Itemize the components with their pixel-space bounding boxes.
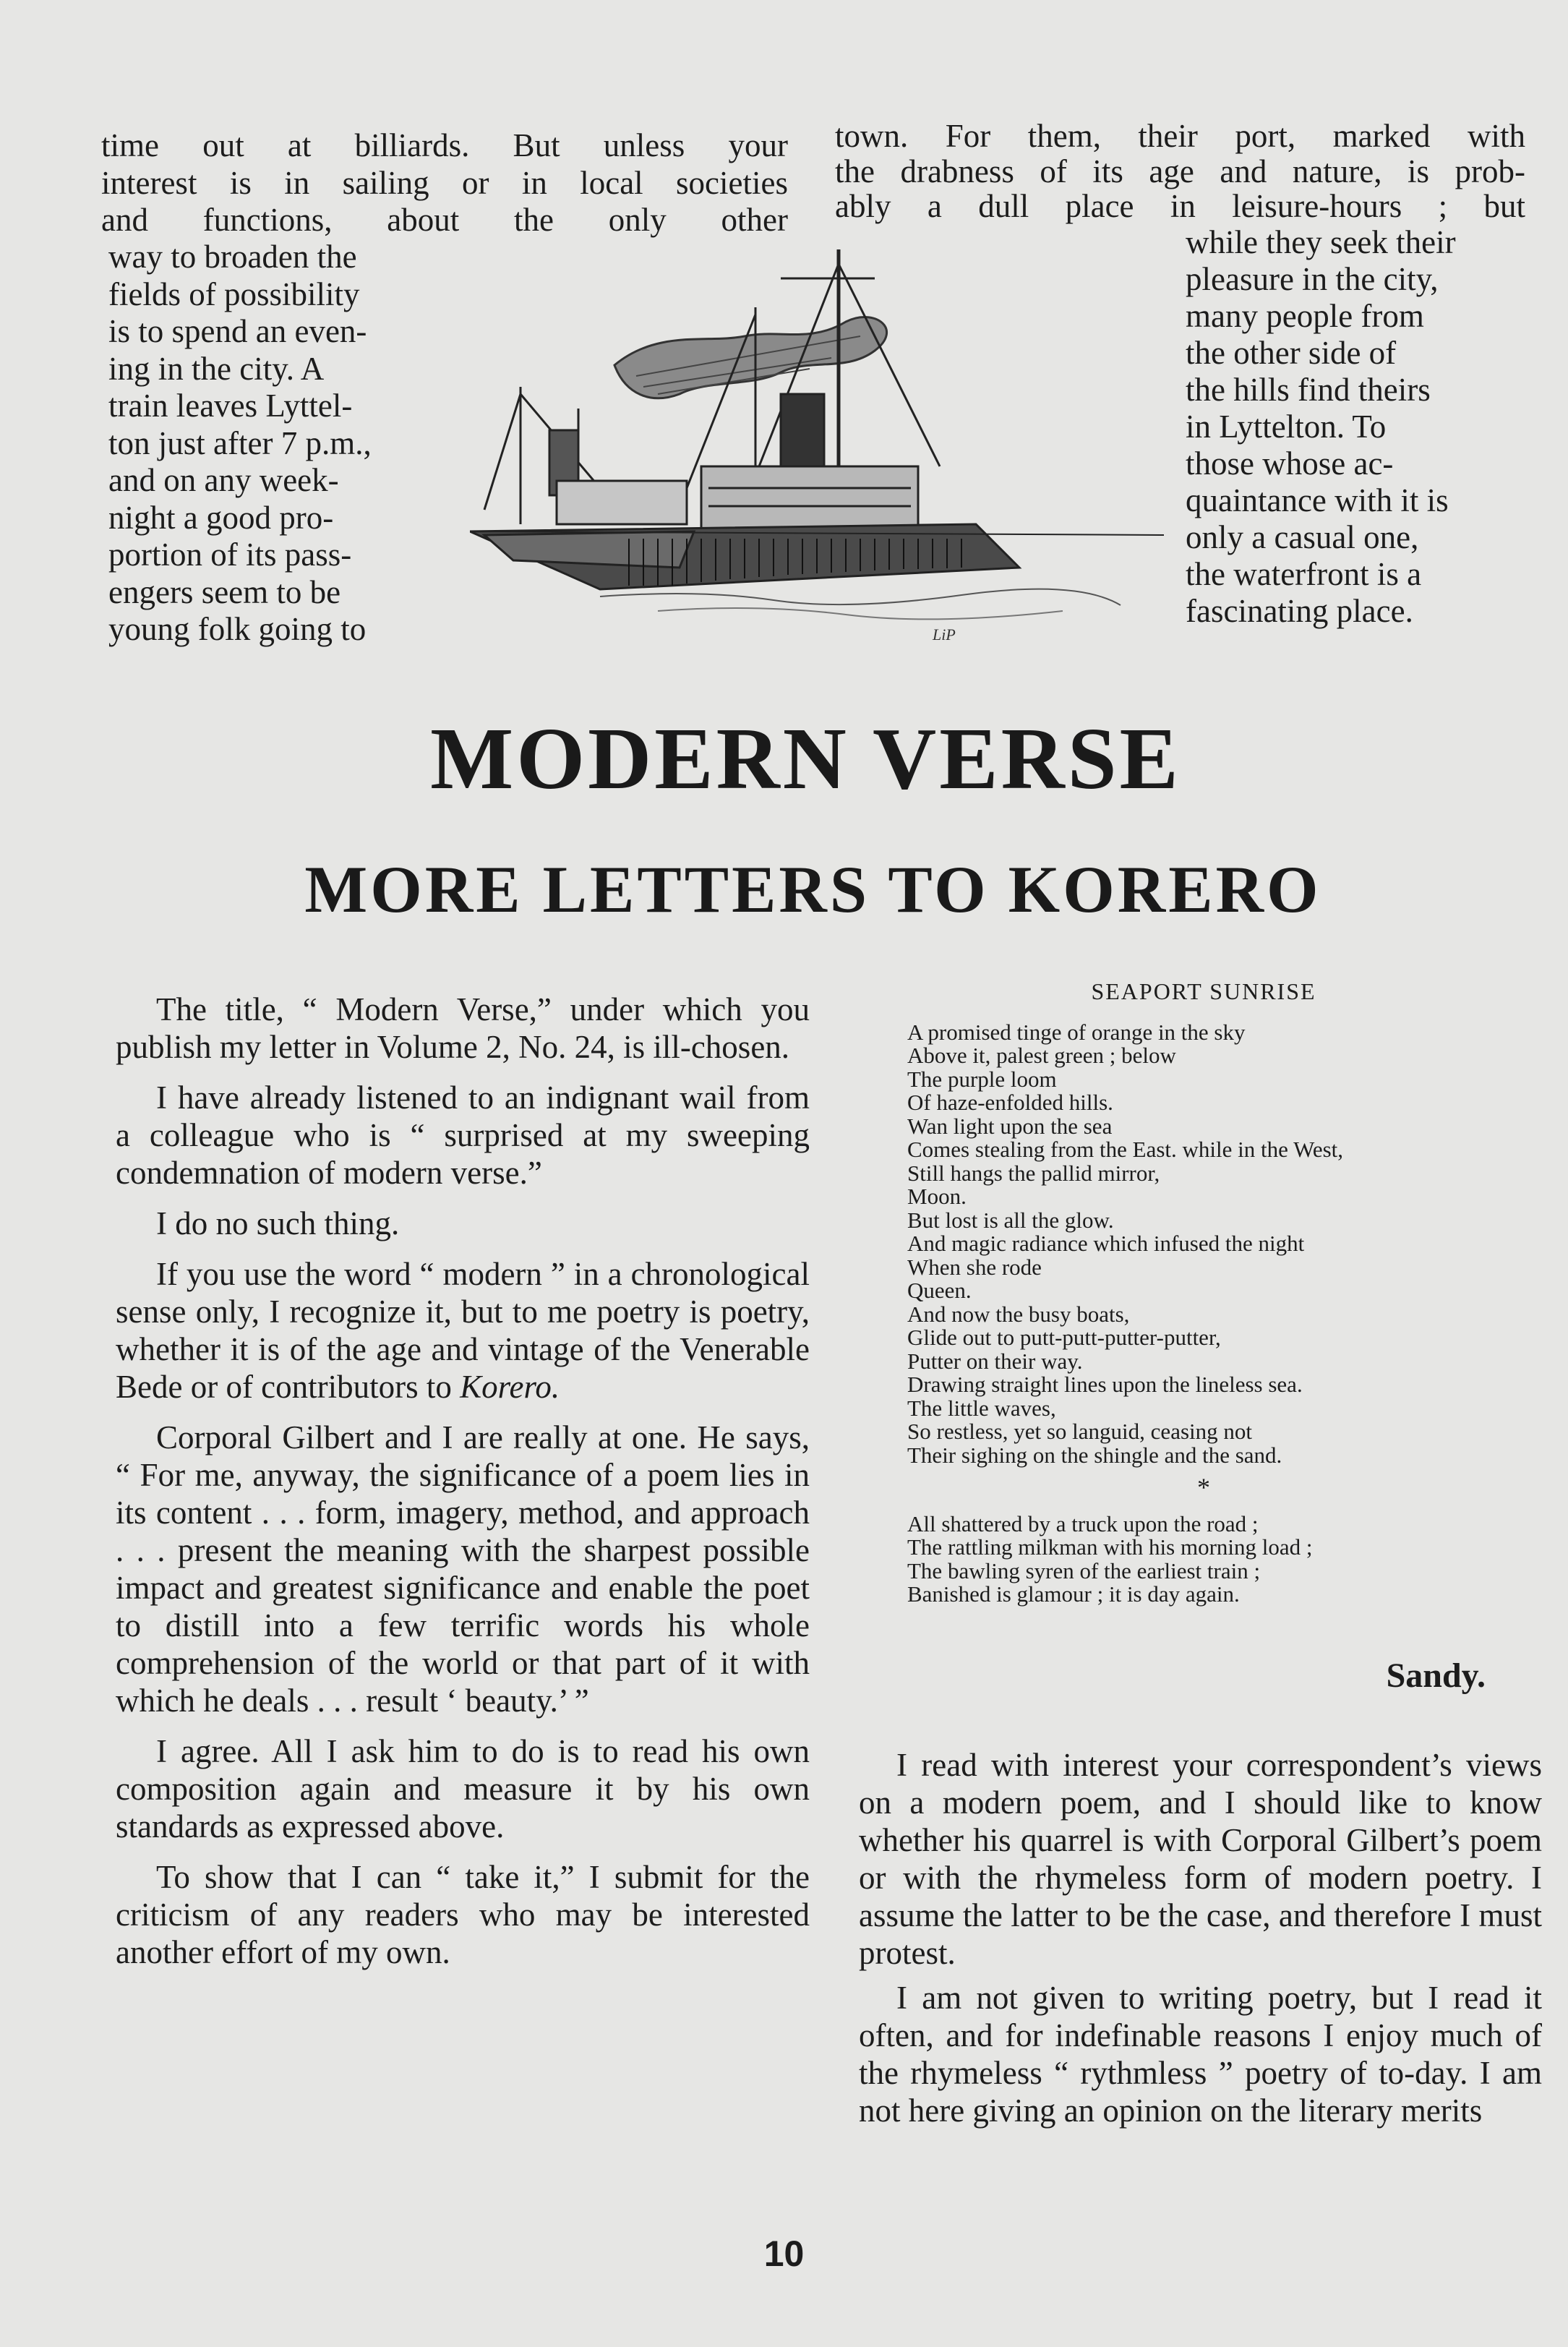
poem-line: But lost is all the glow. [907,1207,1114,1233]
narrow-line: way to broaden the [108,239,357,275]
page-headline: MODERN VERSE [430,710,1181,808]
top-right-line: ably a dull place in leisure-hours ; but [835,188,1525,224]
poem-line: All shattered by a truck upon the road ; [907,1510,1259,1536]
narrow-line: ton just after 7 p.m., [108,424,372,461]
page-subheadline: MORE LETTERS TO KORERO [304,852,1321,926]
paragraph: I am not given to writing poetry, but I read it often, and for indefinable reasons I enjoy much of the rhymeless “ rythmless ” poetry of to-day. I am not here giving an opinion on the literary merits [859,1980,1542,2129]
poem-line: The little waves, [907,1395,1056,1421]
paragraph: I do no such thing. [156,1205,400,1241]
narrow-line: only a casual one, [1186,519,1419,555]
paragraph: I agree. All I ask him to do is to read his own composition again and measure it by his own standards as expressed above. [116,1733,810,1844]
top-left-line: interest is in sailing or in local societies [101,164,788,201]
poem-seaport-sunrise [907,980,1500,1607]
poem-line: Glide out to putt-putt-putter-putter, [907,1325,1221,1350]
top-right-line: town. For them, their port, marked with [835,118,1525,154]
paragraph: I read with interest your correspondent’s views on a modern poem, and I should like to know whether his quarrel is with Corporal Gilbert’s poem or with the rhymeless form of modern poetry. I assume the latter to be the case, and therefore I must protest. [859,1747,1542,1971]
paragraph-text: If you use the word “ modern ” in a chronological sense only, I recognize it, but to me poetry is poetry, whether it is of the age and vintage of the Venerable Bede or of contributors to [116,1256,810,1405]
top-left-line: time out at billiards. But unless your [101,127,788,163]
poem-title: SEAPORT SUNRISE [1091,978,1316,1004]
paragraph: Corporal Gilbert and I are really at one. He says, “ For me, anyway, the significance of a poem lies in its content . . . form, imagery, method, and approach . . . present the meaning with the sharpest possible impact and greatest significance and enable the poet to distill into a few terrific words his whole comprehension of the world or that part of it with which he deals . . . result ‘ beauty.’ ” [116,1419,810,1719]
poem-separator: * [1197,1473,1210,1502]
narrow-line: fascinating place. [1186,593,1413,629]
poem-line: Moon. [907,1184,967,1209]
paragraph: The title, “ Modern Verse,” under which you publish my letter in Volume 2, No. 24, is ill-chosen. [116,991,810,1065]
narrow-line: pleasure in the city, [1186,261,1439,297]
narrow-line: fields of possibility [108,275,360,312]
top-right-text [835,119,1525,224]
poem-signature: Sandy. [1386,1656,1486,1695]
narrow-line: many people from [1186,298,1424,334]
poem-line: And now the busy boats, [907,1301,1130,1327]
narrow-line: quaintance with it is [1186,482,1449,518]
top-left-narrow-text [108,239,455,649]
top-right-line: the drabness of its age and nature, is prob- [835,153,1525,189]
narrow-line: those whose ac- [1186,445,1394,482]
poem-line: And magic radiance which infused the night [907,1231,1305,1256]
narrow-line: young folk going to [108,611,367,647]
paragraph: I have already listened to an indignant wail from a colleague who is “ surprised at my sweeping condemnation of modern verse.” [116,1080,810,1191]
narrow-line: engers seem to be [108,573,341,610]
narrow-line: is to spend an even- [108,313,367,349]
poem-line: Banished is glamour ; it is day again. [907,1581,1240,1607]
poem-line: Wan light upon the sea [907,1113,1113,1139]
poem-line: The bawling syren of the earliest train ; [907,1557,1261,1583]
letter-left-column [116,991,810,1984]
narrow-line: while they seek their [1186,224,1456,260]
narrow-line: and on any week- [108,462,339,498]
paragraph: To show that I can “ take it,” I submit for the criticism of any readers who may be interested another effort of my own. [116,1859,810,1970]
narrow-line: train leaves Lyttel- [108,388,353,424]
letter-right-column [859,1746,1542,2137]
paragraph [116,1255,810,1406]
top-left-line: and functions, about the only other [101,202,788,238]
page-number: 10 [763,2233,805,2274]
poem-line: Queen. [907,1278,972,1303]
poem-stanza-1 [907,1021,1500,1468]
poem-line: So restless, yet so languid, ceasing not [907,1419,1252,1444]
poem-line: Drawing straight lines upon the lineless sea. [907,1372,1303,1397]
poem-line: Of haze-enfolded hills. [907,1090,1113,1115]
illustrator-signature: LiP [933,625,956,644]
publication-name: Korero. [460,1369,560,1405]
narrow-line: portion of its pass- [108,536,352,573]
narrow-line: in Lyttelton. To [1186,409,1387,445]
narrow-line: ing in the city. A [108,350,325,387]
narrow-line: the other side of [1186,335,1397,371]
narrow-line: the waterfront is a [1186,556,1422,592]
poem-line: The purple loom [907,1066,1057,1092]
top-left-text [101,127,788,239]
poem-line: Above it, palest green ; below [907,1043,1176,1068]
narrow-line: the hills find theirs [1186,372,1431,408]
poem-line: A promised tinge of orange in the sky [907,1019,1246,1045]
poem-stanza-2 [907,1510,1500,1607]
poem-line: The rattling milkman with his morning load ; [907,1534,1313,1560]
poem-line: Their sighing on the shingle and the sand. [907,1442,1282,1468]
narrow-line: night a good pro- [108,499,334,536]
poem-line: Comes stealing from the East. while in the West, [907,1137,1344,1162]
poem-line: When she rode [907,1254,1042,1280]
poem-line: Still hangs the pallid mirror, [907,1160,1160,1186]
ship-illustration [470,249,1164,651]
top-right-narrow-text [1186,224,1525,630]
poem-line: Putter on their way. [907,1348,1083,1374]
